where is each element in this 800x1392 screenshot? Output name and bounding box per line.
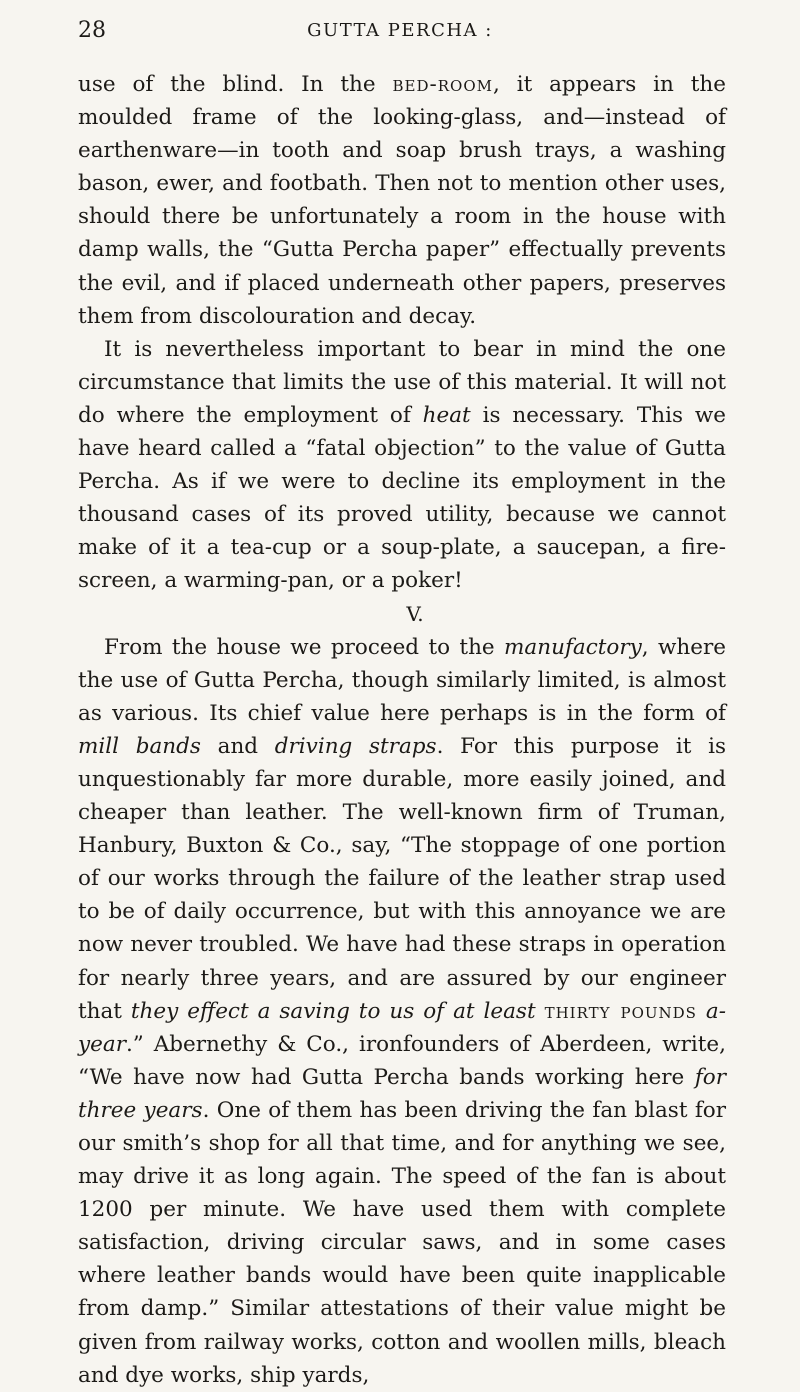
italic-quote: they effect a saving to us of at least: [130, 998, 536, 1024]
text-segment: , it appears in the moulded frame of the looking-glass, and—instead of earthenware—in tooth and soap brush trays, a washing bason, ewer, and footbath. Then not to mention other uses, should there be unfortunately a room in the house with damp walls, the “Gutta Percha paper” effectually prevents the evil, and if placed underneath other papers, preserves them from discolouration and decay.: [78, 72, 726, 329]
italic-term: heat: [422, 402, 471, 428]
section-number: V.: [406, 601, 424, 626]
italic-term: for three years: [78, 1064, 726, 1123]
italic-term: mill bands: [78, 733, 201, 759]
text-segment: , where the use of Gutta Percha, though similarly limited, is almost as various. Its chief value here perhaps is in the form of: [78, 634, 726, 726]
text-segment: is necessary. This we have heard called a “fatal objection” to the value of Gutta Percha. As if we were to decline its employment in the thousand cases of its proved utility, because we cannot make of it a tea-cup or a soup-plate, a saucepan, a fire-screen, a warming-pan, or a poker!: [78, 402, 727, 594]
italic-term: a-year: [78, 998, 726, 1057]
text-segment: . One of them has been driving the fan blast for our smith’s shop for all that time, and for anything we see, may drive it as long again. The speed of the fan is about 1200 per minute. We have used them with complete satisfaction, driving circular saws, and in some cases where leather bands would have been quite inapplicable from damp.” Similar attestations of their value might be given from railway works, cotton and woollen mills, bleach and dye works, ship yards,: [78, 1097, 726, 1388]
body-text: [78, 68, 726, 1392]
italic-term: driving straps: [274, 733, 437, 759]
page-header: [78, 18, 722, 52]
text-segment: and: [200, 733, 275, 759]
page-number: 28: [78, 18, 106, 43]
small-caps-term: thirty pounds: [544, 998, 697, 1024]
italic-term: manufactory: [504, 634, 642, 660]
paragraph: [78, 631, 726, 1392]
paragraph-continued: [78, 68, 726, 333]
text-segment: From the house we proceed to the: [104, 634, 505, 660]
text-segment: It is nevertheless important to bear in mind the one circumstance that limits the use of this material. It will not do where the employment of: [78, 336, 726, 428]
text-segment: . For this purpose it is unquestionably far more durable, more easily joined, and cheaper than leather. The well-known firm of Truman, Hanbury, Buxton & Co., say, “The stoppage of one portion of our works through the failure of the leather strap used to be of daily occurrence, but with this annoyance we are now never troubled. We have had these straps in operation for nearly three years, and are assured by our engineer that: [78, 733, 726, 1024]
text-segment: use of the blind. In the: [78, 72, 393, 97]
text-segment: .” Abernethy & Co., ironfounders of Aberdeen, write, “We have now had Gutta Percha bands working here: [78, 1031, 726, 1090]
running-head: GUTTA PERCHA :: [307, 20, 493, 41]
paragraph: [78, 333, 726, 598]
small-caps-term: bed-room: [392, 72, 493, 97]
